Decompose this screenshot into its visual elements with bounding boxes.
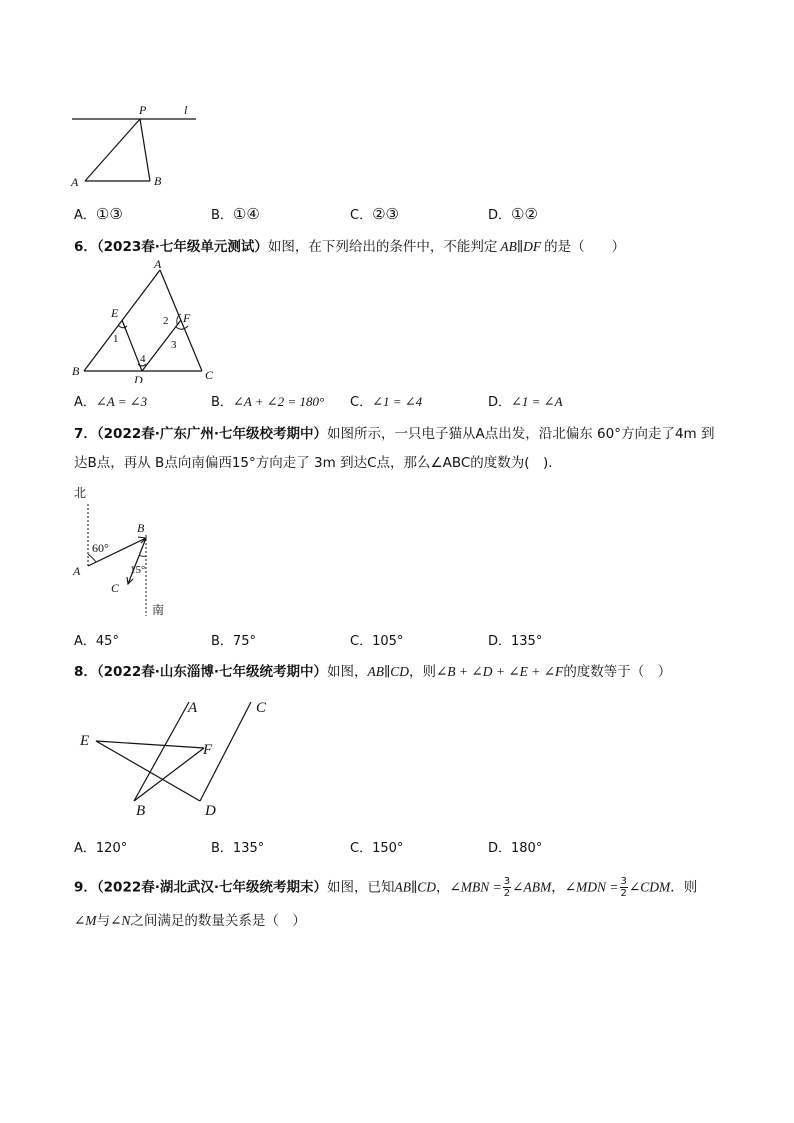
option-letter: A． — [74, 634, 96, 649]
q8-option-c[interactable] — [350, 840, 403, 858]
q8-option-a[interactable] — [74, 840, 127, 858]
q9-sep-2: ， — [551, 879, 565, 896]
option-text: ①③ — [95, 205, 123, 223]
option-letter: D． — [488, 634, 512, 649]
label-B: B — [136, 803, 146, 819]
label-C: C — [111, 581, 120, 595]
option-letter: C． — [350, 208, 373, 223]
q8-option-b[interactable] — [211, 840, 264, 858]
label-D: D — [134, 373, 143, 383]
q9-stem-line2 — [74, 911, 306, 931]
segment-PB — [140, 119, 150, 181]
segment-EF — [96, 741, 204, 748]
q8-math1: AB∥CD — [367, 664, 409, 679]
q6-option-d[interactable] — [488, 393, 563, 412]
label-A: A — [71, 175, 79, 189]
label-angle-4: 4 — [140, 353, 146, 365]
label-B: B — [154, 174, 162, 188]
option-text: ∠A + ∠2 = 180° — [232, 394, 325, 409]
segment-PA — [85, 119, 140, 181]
option-letter: B． — [211, 634, 233, 649]
option-text: 180° — [511, 841, 543, 856]
q9-angle-N: ∠N — [110, 913, 131, 928]
fraction-numerator: 3 — [503, 876, 511, 887]
q9-eq2-right: ∠CDM — [628, 879, 671, 895]
q7-figure — [66, 480, 186, 620]
label-P: P — [139, 103, 147, 117]
option-letter: B． — [211, 395, 233, 410]
label-C: C — [256, 700, 267, 716]
angle-3-arc — [176, 326, 188, 329]
option-text: 150° — [372, 841, 404, 856]
q6-text-after: 的是（ ） — [544, 239, 626, 255]
q9-sep: ， — [435, 879, 450, 896]
q7-line1: 如图所示，一只电子猫从A点出发，沿北偏东 60°方向走了4m 到 — [327, 426, 715, 442]
label-angle-1: 1 — [113, 333, 119, 345]
q6-option-c[interactable] — [350, 393, 422, 412]
label-C: C — [205, 368, 214, 382]
q8-number: 8． — [74, 664, 97, 680]
q6-option-a[interactable] — [74, 393, 147, 412]
q6-math: AB∥DF — [500, 239, 542, 254]
q7-stem-line1 — [74, 424, 715, 444]
option-letter: B． — [211, 841, 233, 856]
q7-source: （2022春·广东广州·七年级校考期中） — [96, 426, 327, 442]
q9-eq2-left: ∠MDN = — [564, 879, 619, 895]
q6-figure — [66, 258, 226, 383]
q9-number: 9． — [74, 879, 97, 896]
label-60: 60° — [92, 541, 109, 555]
label-F: F — [203, 742, 213, 758]
option-letter: C． — [350, 634, 373, 649]
option-letter: D． — [488, 208, 512, 223]
option-letter: B． — [211, 208, 233, 223]
q9-eq1-left: ∠MBN = — [449, 879, 502, 895]
label-B: B — [137, 521, 145, 535]
q5-option-a[interactable] — [74, 205, 123, 225]
label-A: A — [154, 258, 162, 271]
label-south: 南 — [152, 603, 165, 617]
q6-stem — [74, 237, 625, 257]
option-letter: A． — [74, 841, 96, 856]
q8-text-after: 的度数等于（ ） — [563, 664, 672, 680]
label-D: D — [205, 803, 216, 819]
label-A: A — [73, 564, 81, 578]
option-text: 75° — [232, 634, 256, 649]
q8-stem — [74, 662, 671, 682]
option-text: ①④ — [232, 205, 260, 223]
option-letter: D． — [488, 395, 512, 410]
option-letter: A． — [74, 395, 96, 410]
q5-option-d[interactable] — [488, 205, 538, 225]
angle-1-arc — [118, 325, 127, 328]
q7-option-d[interactable] — [488, 633, 542, 651]
q6-number: 6． — [74, 239, 97, 255]
option-text: 105° — [372, 634, 404, 649]
label-A: A — [188, 700, 198, 716]
fraction-denominator: 2 — [503, 888, 511, 899]
q7-option-a[interactable] — [74, 633, 119, 651]
label-15: 15° — [130, 564, 146, 576]
q6-text-before: 如图，在下列给出的条件中，不能判定 — [267, 239, 498, 255]
option-text: 45° — [95, 634, 119, 649]
q7-stem-line2 — [74, 453, 553, 473]
q8-text-mid: ，则 — [408, 664, 436, 680]
option-letter: D． — [488, 841, 512, 856]
label-E: E — [111, 306, 119, 320]
label-l: l — [184, 103, 188, 117]
option-letter: C． — [350, 395, 373, 410]
option-text: ∠A = ∠3 — [95, 394, 148, 409]
segment-ED — [96, 741, 200, 801]
angle-60-arc — [88, 554, 96, 562]
q9-fraction-1 — [503, 876, 511, 899]
q9-question-end: 之间满足的数量关系是（ ） — [130, 913, 306, 929]
q5-option-b[interactable] — [211, 205, 260, 225]
q6-option-b[interactable] — [211, 393, 324, 412]
q7-line2: 达B点，再从 B点向南偏西15°方向走了 3m 到达C点，那么∠ABC的度数为( ). — [74, 455, 553, 471]
label-north: 北 — [74, 486, 87, 500]
option-text: ∠1 = ∠A — [511, 394, 563, 409]
q6-source: （2023春·七年级单元测试） — [96, 239, 268, 255]
label-angle-2: 2 — [163, 315, 169, 327]
option-letter: A． — [74, 208, 96, 223]
fraction-numerator: 3 — [620, 876, 627, 887]
option-text: 135° — [232, 841, 265, 856]
option-text: ①② — [511, 205, 538, 223]
option-text: ∠1 = ∠4 — [372, 394, 423, 409]
segment-BF — [134, 748, 204, 801]
option-letter: C． — [350, 841, 373, 856]
q8-option-d[interactable] — [488, 840, 542, 858]
q5-figure — [60, 98, 210, 193]
option-text: 120° — [95, 841, 128, 856]
q9-text-before: 如图，已知 — [327, 879, 395, 896]
q8-math2: ∠B + ∠D + ∠E + ∠F — [435, 664, 564, 679]
q7-number: 7． — [74, 426, 97, 442]
q8-figure — [72, 693, 282, 823]
label-angle-3: 3 — [171, 339, 177, 351]
q7-option-c[interactable] — [350, 633, 403, 651]
q8-text-before: 如图， — [327, 664, 368, 680]
q9-source: （2022春·湖北武汉·七年级统考期末） — [96, 879, 327, 896]
label-F: F — [183, 311, 191, 325]
q9-text-end: ．则 — [670, 879, 698, 896]
angle-15-arc — [139, 555, 146, 556]
q8-source: （2022春·山东淄博·七年级统考期中） — [96, 664, 327, 680]
q5-option-c[interactable] — [350, 205, 399, 225]
q7-option-b[interactable] — [211, 633, 256, 651]
fraction-denominator: 2 — [620, 888, 627, 899]
line-AB — [134, 702, 189, 801]
option-text: ②③ — [372, 205, 399, 223]
q9-angle-M: ∠M — [74, 913, 97, 928]
q9-and: 与 — [96, 913, 111, 929]
label-B: B — [72, 364, 80, 378]
q9-math1: AB∥CD — [394, 879, 436, 895]
q9-stem-line1 — [74, 876, 697, 899]
q9-eq1-right: ∠ABM — [512, 879, 552, 895]
q9-fraction-2 — [620, 876, 628, 899]
option-text: 135° — [511, 634, 543, 649]
label-E: E — [80, 733, 90, 749]
